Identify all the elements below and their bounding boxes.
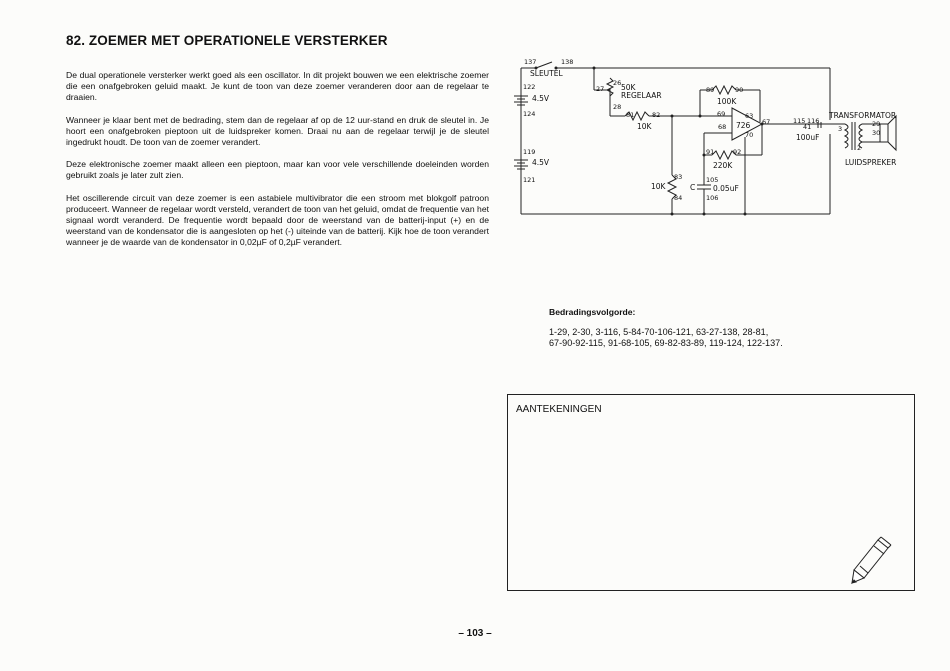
terminal-115: 115 (793, 117, 806, 125)
terminal-83: 83 (674, 173, 683, 181)
paragraph-4: Het oscillerende circuit van deze zoemer is een astabiele multivibrator die een stroom met blokgolf patroon produceert. Wanneer de regelaar wordt versteld, verandert de toon van het geluid, omdat de frequentie van het signaal wordt veranderd. De frequentie wordt bepaald door de weerstand van de batterij-input (+) en de weerstand van de kondensator die is aangesloten op het (-) uiteinde van de batterij. Kijk hoe de toon verandert wanneer je de waarde van de kondensator in 0,02µF of 0,2µF verandert. (66, 193, 489, 247)
pot-value-label: 50K (621, 83, 636, 92)
key-label: SLEUTEL (530, 69, 563, 78)
wiring-title: Bedradingsvolgorde: (549, 307, 636, 317)
terminal-81: 81 (626, 111, 635, 119)
terminal-89: 89 (706, 86, 715, 94)
terminal-105: 105 (706, 176, 719, 184)
ic-label: 726 (736, 121, 751, 130)
terminal-138: 138 (561, 58, 574, 66)
terminal-121: 121 (523, 176, 536, 184)
terminal-91: 91 (706, 148, 715, 156)
wiring-line-1: 1-29, 2-30, 3-116, 5-84-70-106-121, 63-27-138, 28-81, (549, 327, 769, 337)
resistor-100k-label: 100K (717, 97, 737, 106)
terminal-67: 67 (762, 118, 771, 126)
paragraph-1: De dual operationele versterker werkt goed als een oscillator. In dit projekt bouwen we een elektrische zoemer die een onafgebroken geluid maakt. Je kunt de toon van deze zoemer veranderen door aan de regelaar te draaien. (66, 70, 489, 102)
speaker-label: LUIDSPREKER (845, 158, 897, 167)
terminal-68: 68 (718, 123, 727, 131)
terminal-122: 122 (523, 83, 536, 91)
wiring-line-2: 67-90-92-115, 91-68-105, 69-82-83-89, 119-124, 122-137. (549, 338, 783, 349)
page-number: – 103 – (458, 628, 492, 639)
capacitor-label: 0.05uF (713, 184, 739, 193)
pot-name-label: REGELAAR (621, 91, 662, 100)
capacitor-symbol-label: C (690, 183, 696, 192)
pencil-icon (848, 536, 896, 586)
paragraph-3: Deze elektronische zoemer maakt alleen een pieptoon, maar kan voor vele verschillende doeleinden worden gebruikt zoals je later zult zien. (66, 159, 489, 181)
battery-1-label: 4.5V (532, 94, 550, 103)
terminal-3: 3 (838, 125, 843, 133)
terminal-124: 124 (523, 110, 536, 118)
terminal-29: 29 (872, 120, 881, 128)
terminal-28: 28 (613, 103, 622, 111)
terminal-90: 90 (735, 86, 744, 94)
terminal-30: 30 (872, 129, 881, 137)
terminal-119: 119 (523, 148, 536, 156)
terminal-69: 69 (717, 110, 726, 118)
terminal-82: 82 (652, 111, 661, 119)
terminal-27: 27 (596, 85, 605, 93)
terminal-63: 63 (745, 112, 754, 120)
resistor-220k-label: 220K (713, 161, 733, 170)
paragraph-2: Wanneer je klaar bent met de bedrading, stem dan de regelaar af op de 12 uur-stand en druk de sleutel in. Je hoort een onafgebroken pieptoon uit de luidspreker komen. Draai nu aan de regelaar terwijl je de sleutel ingedrukt houdt. De toon van de zoemer verandert. (66, 114, 489, 147)
terminal-92: 92 (733, 148, 742, 156)
battery-2-label: 4.5V (532, 158, 550, 167)
page-title: 82. ZOEMER MET OPERATIONELE VERSTERKER (66, 33, 388, 48)
notes-box (507, 394, 915, 591)
terminal-84: 84 (674, 194, 683, 202)
wiring-sequence (549, 327, 849, 349)
notes-title: AANTEKENINGEN (516, 404, 602, 415)
resistor-10k-a-label: 10K (637, 122, 652, 131)
terminal-41: 41 (803, 123, 812, 131)
circuit-schematic (505, 52, 920, 227)
body-text (66, 70, 489, 260)
capacitor-out-label: 100uF (796, 133, 820, 142)
terminal-70: 70 (745, 131, 754, 139)
terminal-137: 137 (524, 58, 537, 66)
transformer-label: TRANSFORMATOR (829, 111, 897, 120)
terminal-26: 26 (613, 79, 622, 87)
terminal-106: 106 (706, 194, 719, 202)
terminal-116: 116 (807, 117, 820, 125)
terminal-2: 2 (857, 144, 862, 152)
resistor-10k-b-label: 10K (651, 182, 666, 191)
